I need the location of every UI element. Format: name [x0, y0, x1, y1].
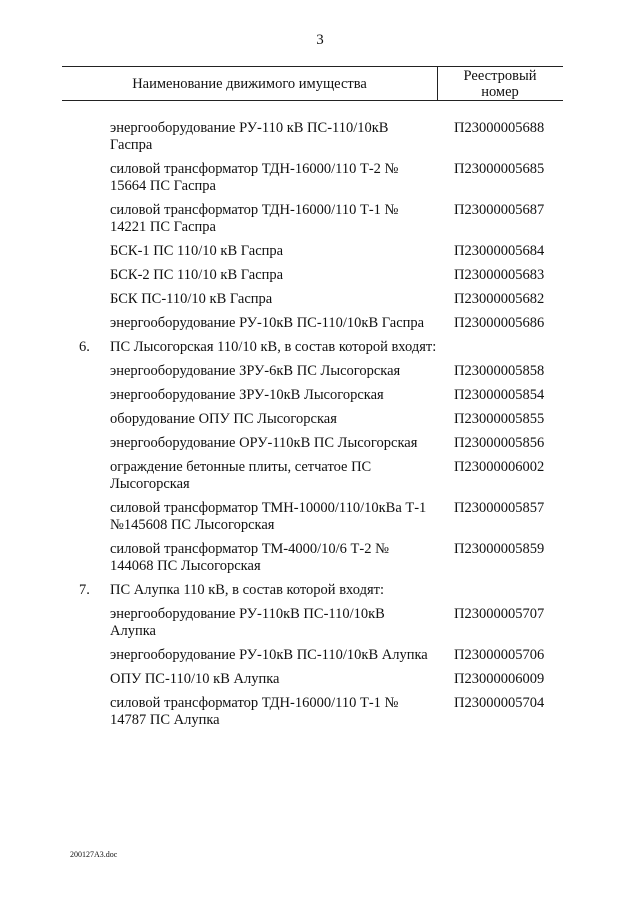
table-body [0, 120, 640, 736]
item-name: энергооборудование РУ-10кВ ПС-110/10кВ Алупка [110, 647, 428, 663]
section-title: ПС Алупка 110 кВ, в состав которой входят: [110, 582, 384, 598]
item-name: энергооборудование ЗРУ-10кВ Лысогорская [110, 387, 384, 403]
item-registry-number: П23000005854 [454, 387, 545, 403]
item-registry-number: П23000005683 [454, 267, 545, 283]
item-name: ограждение бетонные плиты, сетчатое ПС Лысогорская [110, 459, 372, 492]
table-row [0, 435, 640, 452]
item-name: энергооборудование РУ-10кВ ПС-110/10кВ Гаспра [110, 315, 425, 331]
section-heading [0, 582, 640, 599]
item-registry-number: П23000005706 [454, 647, 545, 663]
table-row [0, 647, 640, 664]
item-registry-number: П23000005685 [454, 161, 545, 177]
footer-filename: 200127А3.doc [70, 850, 118, 859]
table-row [0, 315, 640, 332]
header-registry-line2: номер [481, 84, 519, 100]
item-registry-number: П23000005856 [454, 435, 545, 451]
item-registry-number: П23000005684 [454, 243, 545, 259]
item-name: БСК-1 ПС 110/10 кВ Гаспра [110, 243, 284, 259]
item-name: БСК ПС-110/10 кВ Гаспра [110, 291, 273, 307]
item-registry-number: П23000006002 [454, 459, 545, 475]
table-row [0, 411, 640, 428]
table-row [0, 120, 640, 154]
item-name: ОПУ ПС-110/10 кВ Алупка [110, 671, 280, 687]
item-name: энергооборудование РУ-110кВ ПС-110/10кВ Алупка [110, 606, 385, 639]
item-registry-number: П23000005686 [454, 315, 545, 331]
item-registry-number: П23000005707 [454, 606, 545, 622]
table-row [0, 606, 640, 640]
item-registry-number: П23000005704 [454, 695, 545, 711]
header-registry-column [437, 68, 563, 100]
item-registry-number: П23000005859 [454, 541, 545, 557]
header-bottom-rule [62, 100, 563, 101]
item-name: энергооборудование ЗРУ-6кВ ПС Лысогорская [110, 363, 401, 379]
item-registry-number: П23000005687 [454, 202, 545, 218]
table-row [0, 459, 640, 493]
section-number: 7. [79, 582, 90, 598]
table-row [0, 500, 640, 534]
table-row [0, 671, 640, 688]
item-name: силовой трансформатор ТДН-16000/110 Т-1 № 14787 ПС Алупка [110, 695, 399, 728]
table-row [0, 267, 640, 284]
item-name: энергооборудование ОРУ-110кВ ПС Лысогорская [110, 435, 418, 451]
item-name: энергооборудование РУ-110 кВ ПС-110/10кВ Гаспра [110, 120, 389, 153]
section-number: 6. [79, 339, 90, 355]
header-name-column: Наименование движимого имущества [132, 76, 367, 92]
table-row [0, 202, 640, 236]
item-registry-number: П23000005688 [454, 120, 545, 136]
page-number: 3 [316, 32, 324, 48]
table-row [0, 541, 640, 575]
section-title: ПС Лысогорская 110/10 кВ, в состав которой входят: [110, 339, 437, 355]
item-registry-number: П23000005857 [454, 500, 545, 516]
item-registry-number: П23000005682 [454, 291, 545, 307]
item-name: оборудование ОПУ ПС Лысогорская [110, 411, 337, 427]
table-row [0, 387, 640, 404]
table-row [0, 291, 640, 308]
item-registry-number: П23000005855 [454, 411, 545, 427]
header-top-rule [62, 66, 563, 67]
item-registry-number: П23000005858 [454, 363, 545, 379]
item-name: БСК-2 ПС 110/10 кВ Гаспра [110, 267, 284, 283]
item-name: силовой трансформатор ТДН-16000/110 Т-2 № 15664 ПС Гаспра [110, 161, 399, 194]
header-registry-line1: Реестровый [463, 68, 537, 84]
item-name: силовой трансформатор ТМ-4000/10/6 Т-2 № 144068 ПС Лысогорская [110, 541, 389, 574]
table-row [0, 695, 640, 729]
table-row [0, 243, 640, 260]
table-row [0, 161, 640, 195]
item-name: силовой трансформатор ТДН-16000/110 Т-1 № 14221 ПС Гаспра [110, 202, 399, 235]
section-heading [0, 339, 640, 356]
item-name: силовой трансформатор ТМН-10000/110/10кВа Т-1 №145608 ПС Лысогорская [110, 500, 427, 533]
table-row [0, 363, 640, 380]
item-registry-number: П23000006009 [454, 671, 545, 687]
